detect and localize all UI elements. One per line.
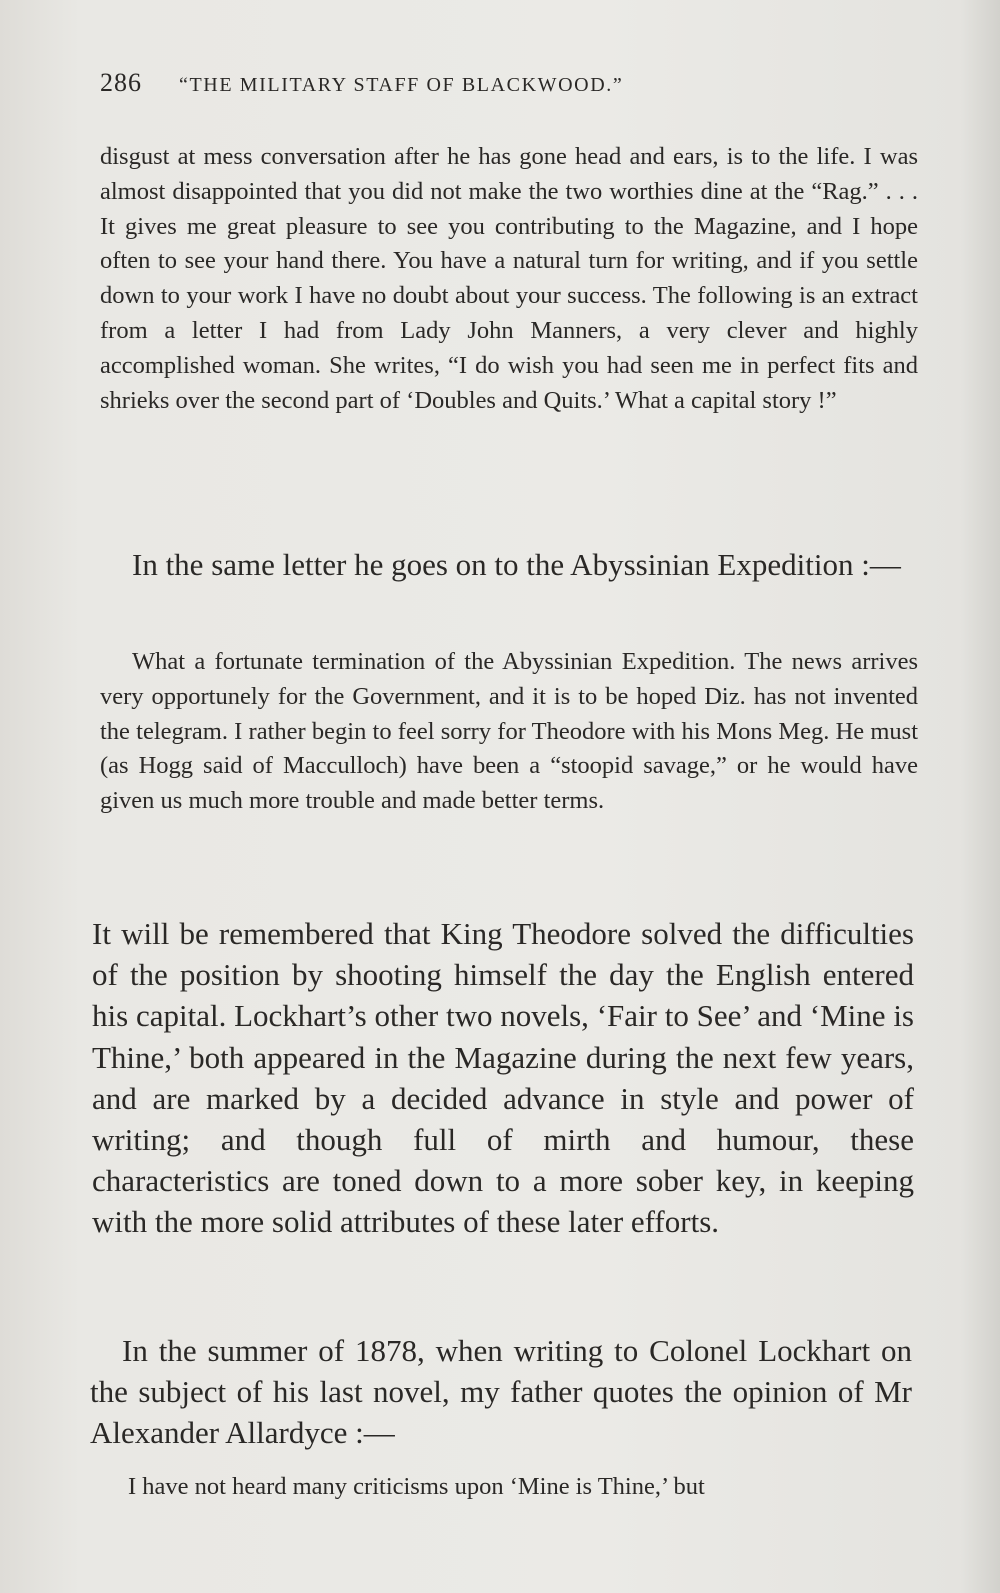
running-head [100, 68, 920, 108]
page-number: 286 [100, 68, 142, 97]
quote-abyssinian [100, 645, 918, 819]
quote-continuation [100, 140, 918, 418]
quote-continuation-text: disgust at mess conversation after he has gone head and ears, is to the life. I was almost disappointed that you did not make the two worthies dine at the “Rag.” . . . It gives me great pleasure to see you contributing to the Magazine, and I hope often to see your hand there. You have a natural turn for writing, and if you settle down to your work I have no doubt about your success. The following is an extract from a letter I had from Lady John Manners, a very clever and highly accomplished woman. She writes, “I do wish you had seen me in perfect fits and shrieks over the second part of ‘Doubles and Quits.’ What a capital story !” [100, 143, 918, 414]
paragraph-1878 [90, 1330, 912, 1454]
running-title: “THE MILITARY STAFF OF BLACKWOOD.” [179, 74, 624, 96]
paragraph-abyssinian-intro-text: In the same letter he goes on to the Abyssinian Expedition :— [132, 547, 901, 582]
paragraph-1878-text: In the summer of 1878, when writing to Colonel Lockhart on the subject of his last novel, my father quotes the opinion of Mr Alexander Allardyce :— [90, 1333, 912, 1451]
paragraph-theodore-text: It will be remembered that King Theodore solved the difficulties of the position by shooting himself the day the English entered his capital. Lockhart’s other two novels, ‘Fair to See’ and ‘Mine is Thine,’ both appeared in the Magazine during the next few years, and are marked by a decided advance in style and power of writing; and though full of mirth and humour, these characteristics are toned down to a more sober key, in keeping with the more solid attributes of these later efforts. [92, 916, 914, 1240]
paragraph-abyssinian-intro [100, 544, 918, 585]
paragraph-theodore [92, 913, 914, 1243]
quote-allardyce [96, 1470, 914, 1505]
quote-allardyce-text: I have not heard many criticisms upon ‘Mine is Thine,’ but [128, 1473, 705, 1500]
quote-abyssinian-text: What a fortunate termination of the Abyssinian Expedition. The news arrives very opportunely for the Government, and it is to be hoped Diz. has not invented the telegram. I rather begin to feel sorry for Theodore with his Mons Meg. He must (as Hogg said of Macculloch) have been a “stoopid savage,” or he would have given us much more trouble and made better terms. [100, 648, 918, 815]
